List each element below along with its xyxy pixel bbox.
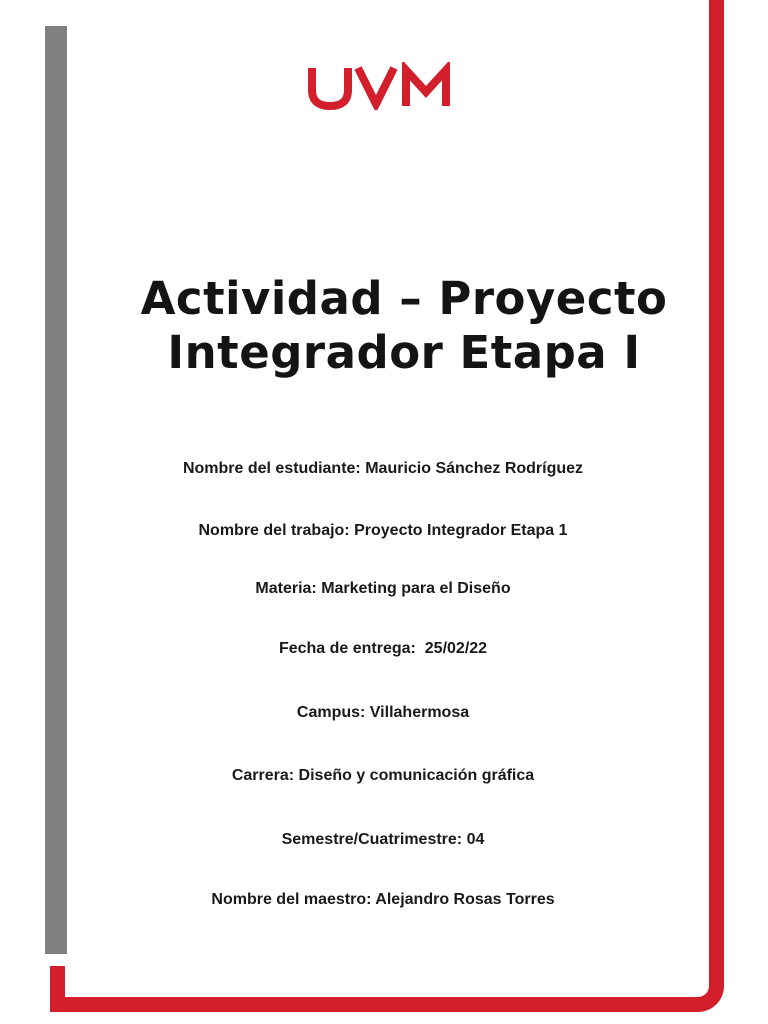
field-value: Mauricio Sánchez Rodríguez [365,460,584,477]
field-label: Carrera: [231,767,295,784]
field-label: Campus: [296,704,366,721]
field-value: 25/02/22 [420,640,488,657]
due-date-line [100,640,666,658]
uvm-logo-image [304,62,464,110]
field-value: 04 [466,831,485,848]
semester-line [100,831,666,849]
field-label: Nombre del estudiante: [182,460,361,477]
field-label: Semestre/Cuatrimestre: [281,831,463,848]
red-border-corner [50,966,65,1012]
field-label: Nombre del trabajo: [198,522,350,539]
document-title: Actividad – Proyecto Integrador Etapa I [140,272,668,379]
work-name-line [100,522,666,540]
field-value: Marketing para el Diseño [321,580,511,597]
field-label: Fecha de entrega: [278,640,416,657]
uvm-logo [0,62,768,115]
field-label: Nombre del maestro: [211,891,372,908]
field-value: Diseño y comunicación gráfica [298,767,535,784]
career-line [100,767,666,785]
field-label: Materia: [255,580,317,597]
field-value: Alejandro Rosas Torres [375,891,555,908]
student-name-line [100,460,666,478]
red-border-frame [50,0,724,1012]
campus-line [100,704,666,722]
field-value: Proyecto Integrador Etapa 1 [354,522,568,539]
subject-line [100,580,666,598]
teacher-name-line [100,891,666,909]
field-value: Villahermosa [369,704,470,721]
